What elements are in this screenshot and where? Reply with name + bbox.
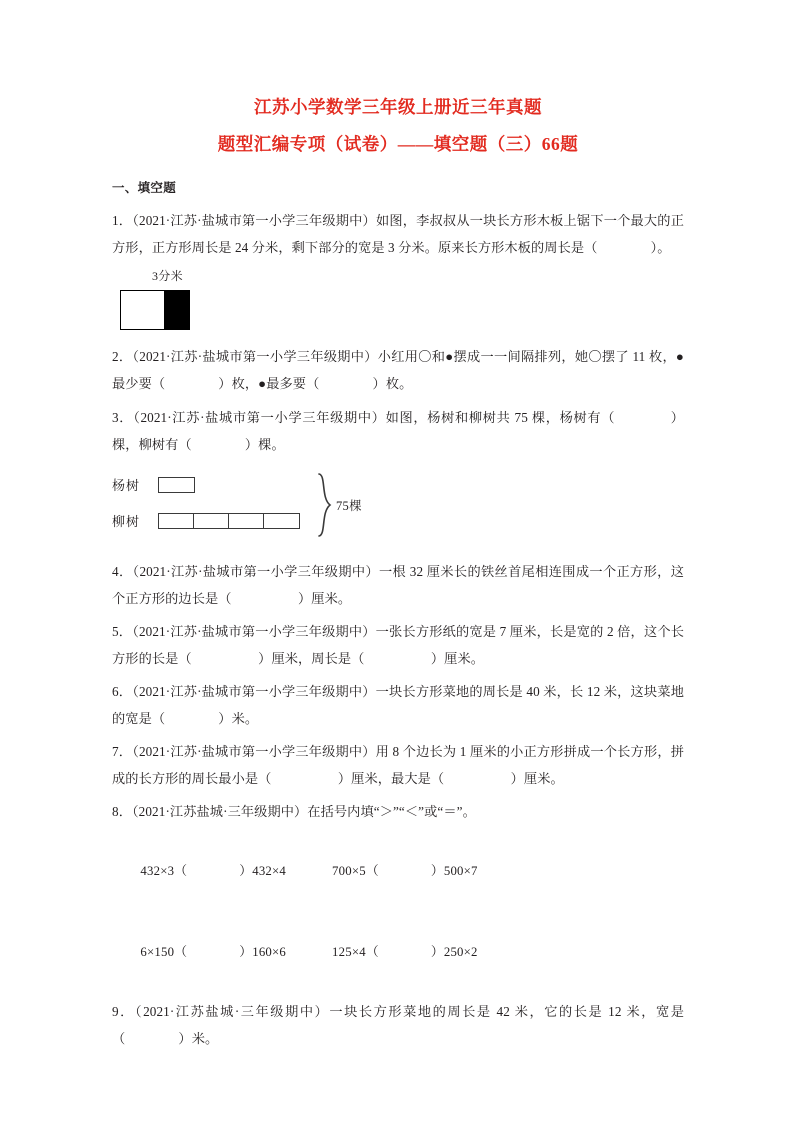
- question-5: 5．（2021·江苏·盐城市第一小学三年级期中）一张长方形纸的宽是 7 厘米，长是宽的 2 倍，这个长方形的长是（ ）厘米，周长是（ ）厘米。: [112, 623, 684, 666]
- figure-3-willow-bar: [158, 513, 300, 529]
- expr-3-left: 6×150（: [140, 944, 188, 959]
- question-4: 4．（2021·江苏·盐城市第一小学三年级期中）一根 32 厘米长的铁丝首尾相连围成一个正方形，这个正方形的边长是（ ）厘米。: [112, 563, 684, 606]
- figure-3-bar-cell: [229, 514, 264, 528]
- expr-4-left: 125×4（: [332, 944, 379, 959]
- figure-3-bar-cell: [159, 514, 194, 528]
- expr-1-left: 432×3（: [140, 864, 188, 879]
- question-9: 9．（2021·江苏盐城·三年级期中）一块长方形菜地的周长是 42 米，它的长是 12 米，宽是（ ）米。: [112, 1004, 684, 1047]
- question-6: 6．（2021·江苏·盐城市第一小学三年级期中）一块长方形菜地的周长是 40 米，长 12 米，这块菜地的宽是（ ）米。: [112, 683, 684, 726]
- expr-1-right: ）432×4: [239, 864, 287, 879]
- figure-1-square-part: [121, 291, 164, 329]
- figure-3-willow-label: 柳树: [112, 514, 141, 530]
- figure-3-row-willow: [112, 512, 300, 530]
- expr-2-right: ）500×7: [430, 864, 478, 879]
- document-title-line-2: 题型汇编专项（试卷）——填空题（三）66题: [217, 133, 579, 154]
- question-2: 2．（2021·江苏·盐城市第一小学三年级期中）小红用〇和●摆成一一间隔排列，她〇摆了 11 枚，●最少要（ ）枚，●最多要（ ）枚。: [112, 349, 684, 392]
- question-1: 1．（2021·江苏·盐城市第一小学三年级期中）如图，李叔叔从一块长方形木板上锯下一个最大的正方形，正方形周长是 24 分米，剩下部分的宽是 3 分米。原来长方形木板的周长是（ ）。: [112, 213, 684, 256]
- figure-1-rectangle: [120, 290, 190, 330]
- question-3: 3．（2021·江苏·盐城市第一小学三年级期中）如图，杨树和柳树共 75 棵，杨树有（ ）棵，柳树有（ ）棵。: [112, 409, 684, 452]
- figure-question-1: [112, 267, 684, 341]
- figure-3-poplar-label: 杨树: [112, 478, 141, 494]
- expr-3-right: ）160×6: [239, 944, 287, 959]
- figure-3-bar-cell: [159, 478, 194, 492]
- document-title-line-1: 江苏小学数学三年级上册近三年真题: [254, 97, 542, 117]
- figure-3-total-label: 75棵: [336, 498, 362, 513]
- question-7: 7．（2021·江苏·盐城市第一小学三年级期中）用 8 个边长为 1 厘米的小正方形拼成一个长方形，拼成的长方形的周长最小是（ ）厘米，最大是（ ）厘米。: [112, 744, 684, 787]
- question-8-expression-row-2: [112, 912, 684, 993]
- figure-3-bar-cell: [264, 514, 299, 528]
- expr-2-left: 700×5（: [332, 864, 379, 879]
- expr-4-right: ）250×2: [430, 944, 478, 959]
- section-heading: 一、填空题: [112, 181, 177, 196]
- question-8: 8．（2021·江苏盐城·三年级期中）在括号内填“＞”“＜”或“＝”。: [112, 804, 476, 820]
- figure-3-bar-cell: [194, 514, 229, 528]
- figure-3-poplar-bar: [158, 477, 195, 493]
- figure-3-brace-icon: [317, 472, 335, 538]
- figure-3-row-poplar: [112, 476, 195, 494]
- document-content: [112, 96, 684, 1058]
- figure-1-label: 3分米: [152, 269, 183, 284]
- figure-question-3: [112, 468, 684, 554]
- figure-1-remaining-part: [164, 291, 189, 329]
- question-8-expression-row-1: [112, 831, 684, 912]
